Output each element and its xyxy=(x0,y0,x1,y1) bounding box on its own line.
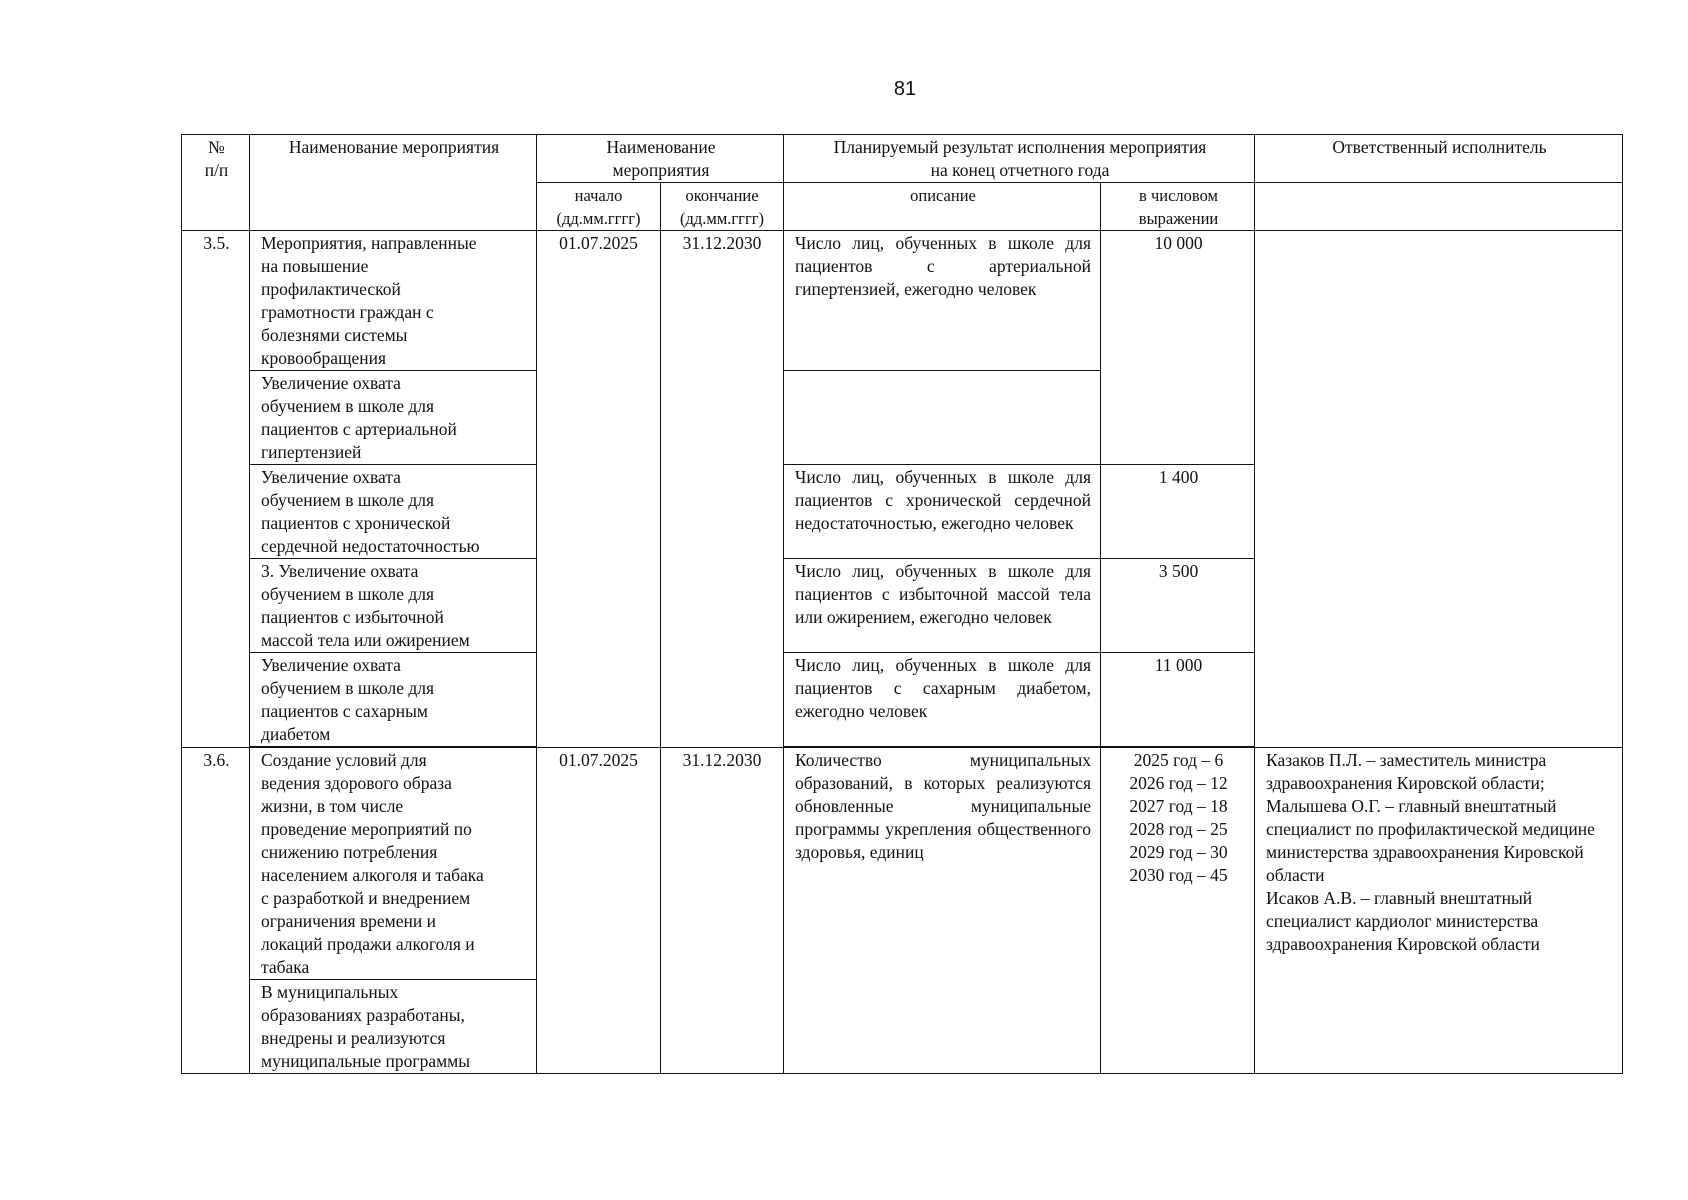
header-num: № п/п xyxy=(182,135,250,231)
result-value: 11 000 xyxy=(1101,653,1255,747)
end-date: 31.12.2030 xyxy=(661,748,784,1074)
header-name: Наименование мероприятия xyxy=(250,135,537,231)
measure-name: Увеличение охвата обучением в школе для пациентов с сахарным диабетом xyxy=(250,653,537,747)
responsible-empty xyxy=(1255,231,1623,748)
header-responsible: Ответственный исполнитель xyxy=(1255,135,1623,183)
result-description-empty xyxy=(784,371,1101,465)
header-description: описание xyxy=(784,183,1101,231)
header-row-1 xyxy=(182,135,1623,183)
measure-name: Увеличение охвата обучением в школе для пациентов с хронической сердечной недостаточностью xyxy=(250,465,537,559)
header-period: Наименование мероприятия xyxy=(537,135,784,183)
measure-name: 3. Увеличение охвата обучением в школе для пациентов с избыточной массой тела или ожирением xyxy=(250,559,537,653)
start-date: 01.07.2025 xyxy=(537,748,661,1074)
measure-name: Создание условий для ведения здорового образа жизни, в том числе проведение мероприятий по снижению потребления населением алкоголя и табака с разработкой и внедрением ограничения времени и локаций продажи алкоголя и табака xyxy=(250,748,537,980)
header-result: Планируемый результат исполнения мероприятия на конец отчетного года xyxy=(784,135,1255,183)
measure-name: В муниципальных образованиях разработаны, внедрены и реализуются муниципальные программы xyxy=(250,980,537,1074)
result-description: Количество муниципальных образований, в которых реализуются обновленные муниципальные программы укрепления общественного здоровья, единиц xyxy=(784,748,1101,1074)
table-row xyxy=(182,231,1623,371)
header-start: начало (дд.мм.гггг) xyxy=(537,183,661,231)
result-description: Число лиц, обученных в школе для пациентов с избыточной массой тела или ожирением, ежегодно человек xyxy=(784,559,1101,653)
result-value: 10 000 xyxy=(1101,231,1255,465)
result-description: Число лиц, обученных в школе для пациентов с артериальной гипертензией, ежегодно человек xyxy=(784,231,1101,371)
end-date: 31.12.2030 xyxy=(661,231,784,748)
responsible-person: Казаков П.Л. – заместитель министра здравоохранения Кировской области; Малышева О.Г. – главный внештатный специалист по профилактической медицине министерства здравоохранения Кировской области Исаков А.В. – главный внештатный специалист кардиолог министерства здравоохранения Кировской области xyxy=(1255,748,1623,1074)
row-number: 3.6. xyxy=(182,748,250,1074)
result-value: 3 500 xyxy=(1101,559,1255,653)
header-numeric: в числовом выражении xyxy=(1101,183,1255,231)
result-value: 1 400 xyxy=(1101,465,1255,559)
result-description: Число лиц, обученных в школе для пациентов с сахарным диабетом, ежегодно человек xyxy=(784,653,1101,747)
measure-name: Увеличение охвата обучением в школе для пациентов с артериальной гипертензией xyxy=(250,371,537,465)
measure-name: Мероприятия, направленные на повышение профилактической грамотности граждан с болезнями системы кровообращения xyxy=(250,231,537,371)
result-description: Число лиц, обученных в школе для пациентов с хронической сердечной недостаточностью, ежегодно человек xyxy=(784,465,1101,559)
header-end: окончание (дд.мм.гггг) xyxy=(661,183,784,231)
page-number: 81 xyxy=(893,78,917,100)
result-value: 2025 год – 6 2026 год – 12 2027 год – 18 2028 год – 25 2029 год – 30 2030 год – 45 xyxy=(1101,748,1255,1074)
header-empty xyxy=(1255,183,1623,231)
measures-table xyxy=(181,134,1623,1074)
table-row xyxy=(182,748,1623,980)
row-number: 3.5. xyxy=(182,231,250,748)
start-date: 01.07.2025 xyxy=(537,231,661,748)
